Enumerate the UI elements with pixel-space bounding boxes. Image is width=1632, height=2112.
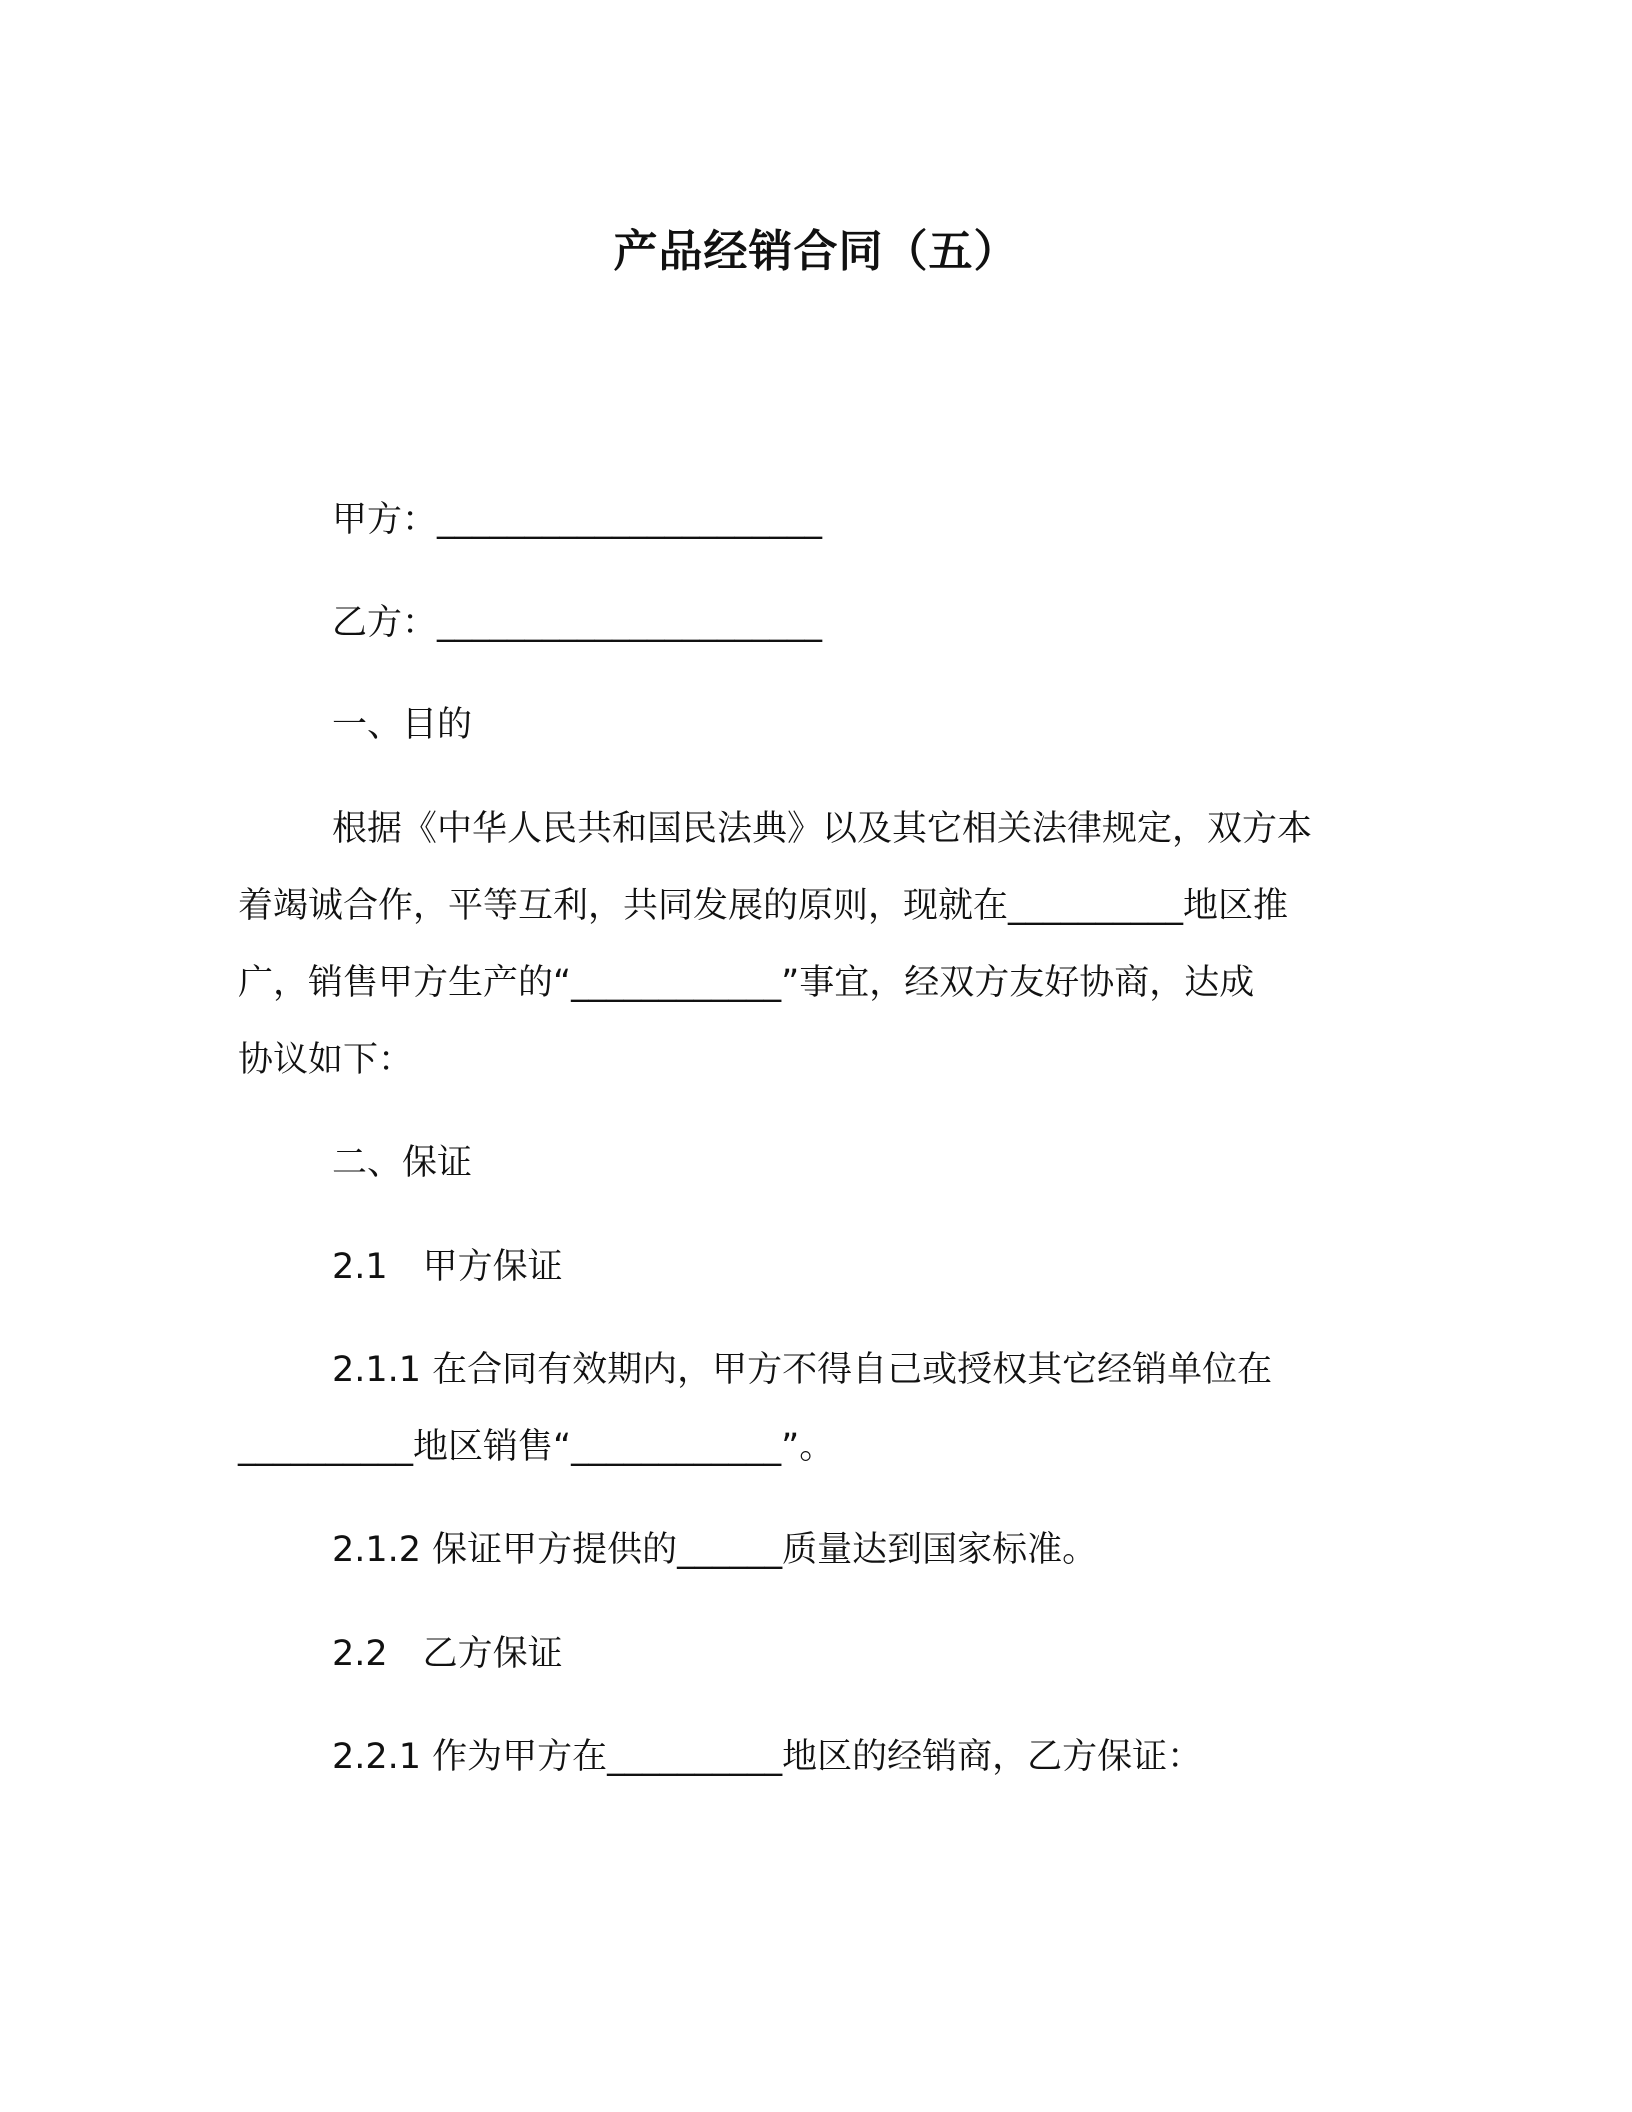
clause-2-1-1-line: 2.1.1 在合同有效期内，甲方不得自己或授权其它经销单位在 (332, 1350, 1273, 1390)
party-b-line: 乙方：______________________ (332, 603, 823, 643)
document-title: 产品经销合同（五） (613, 226, 1019, 277)
party-a-line: 甲方：______________________ (332, 500, 823, 540)
section-1-paragraph-line: 着竭诚合作，平等互利，共同发展的原则，现就在__________地区推 (238, 886, 1289, 926)
section-1-paragraph-line: 协议如下： (238, 1040, 414, 1080)
clause-2-2-heading: 2.2 乙方保证 (332, 1634, 563, 1674)
section-2-heading: 二、保证 (332, 1143, 473, 1183)
clause-2-1-1-line: __________地区销售“____________”。 (238, 1427, 835, 1467)
clause-2-2-1-line: 2.2.1 作为甲方在__________地区的经销商，乙方保证： (332, 1737, 1203, 1777)
clause-2-1-heading: 2.1 甲方保证 (332, 1247, 563, 1287)
section-1-paragraph-line: 根据《中华人民共和国民法典》以及其它相关法律规定，双方本 (332, 809, 1313, 849)
clause-2-1-2-line: 2.1.2 保证甲方提供的______质量达到国家标准。 (332, 1530, 1098, 1570)
section-1-heading: 一、目的 (332, 705, 473, 745)
section-1-paragraph-line: 广，销售甲方生产的“____________”事宜，经双方友好协商，达成 (238, 963, 1255, 1003)
